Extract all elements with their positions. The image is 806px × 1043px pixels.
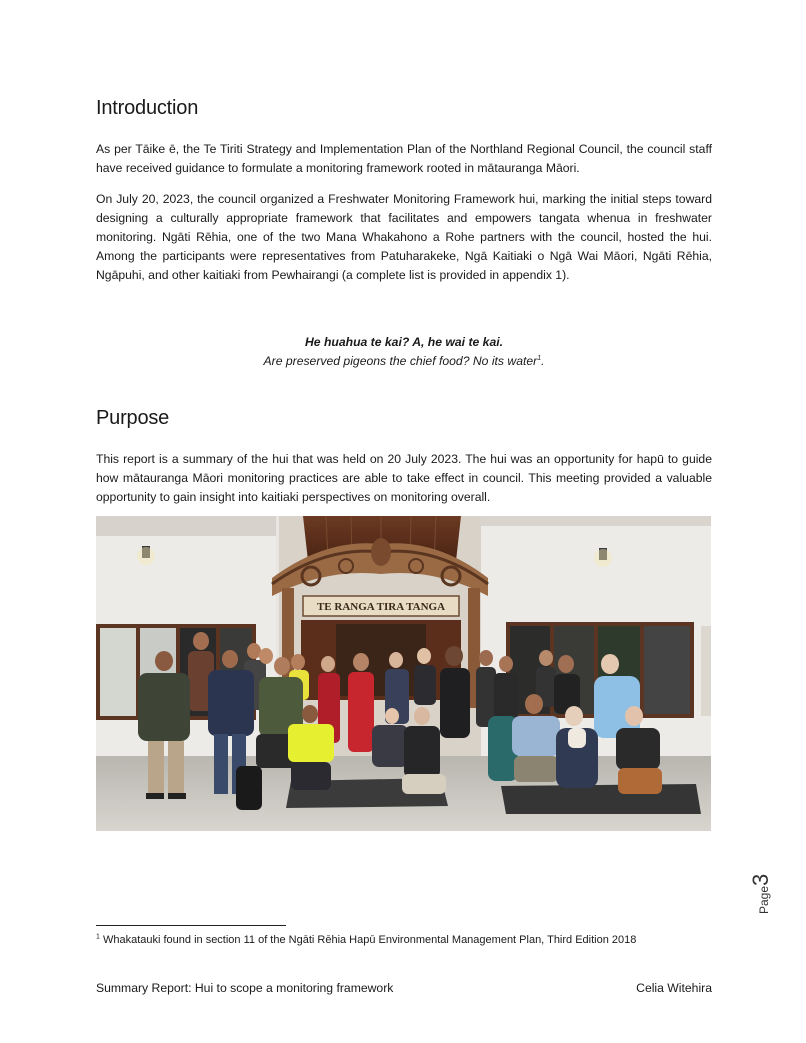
footnote-reference[interactable]: 1 bbox=[537, 354, 542, 362]
page-footer bbox=[96, 980, 712, 996]
purpose-paragraph: This report is a summary of the hui that was held on 20 July 2023. The hui was an opportunity for hapū to guide how mātauranga Māori monitoring practices are able to take effect in council. This meeting provided a valuable opportunity to gain insight into kaitiaki perspectives on monitoring overall. bbox=[96, 452, 712, 504]
footnote bbox=[96, 933, 736, 947]
proverb-english-text: Are preserved pigeons the chief food? No its water bbox=[263, 354, 538, 368]
footnote-separator bbox=[96, 925, 286, 926]
meeting-house-sign: TE RANGA TIRA TANGA bbox=[316, 601, 446, 613]
proverb-english-end: . bbox=[541, 354, 545, 368]
page-number-label: Page bbox=[757, 885, 771, 914]
footnote-text: Whakatauki found in section 11 of the Ngāti Rēhia Hapū Environmental Management Plan, Third Edition 2018 bbox=[99, 934, 637, 946]
proverb-maori: He huahua te kai? A, he wai te kai. bbox=[305, 335, 503, 349]
footer-title: Summary Report: Hui to scope a monitoring framework bbox=[96, 981, 394, 995]
proverb-english bbox=[96, 352, 712, 371]
section-heading-purpose: Purpose bbox=[96, 407, 170, 429]
footer-author: Celia Witehira bbox=[636, 981, 712, 995]
section-heading-introduction: Introduction bbox=[96, 97, 199, 119]
page-number-value: 3 bbox=[748, 873, 773, 886]
intro-paragraph-1: As per Tāike ē, the Te Tiriti Strategy and Implementation Plan of the Northland Regional Council, the council staff have received guidance to formulate a monitoring framework rooted in mātauranga Māori. bbox=[96, 142, 712, 175]
footnote-mark: 1 bbox=[96, 933, 100, 941]
group-photo bbox=[96, 516, 711, 831]
intro-paragraph-2: On July 20, 2023, the council organized a Freshwater Monitoring Framework hui, marking the initial steps toward designing a culturally appropriate framework that facilitates and empowers tangata whenua in freshwater monitoring. Ngāti Rēhia, one of the two Mana Whakahono a Rohe partners with the council, hosted the hui. Among the participants were representatives from Patuharakeke, Ngā Kaitiaki o Ngā Wai Māori, Ngāti Rēhia, Ngāpuhi, and other kaitiaki from Pewhairangi (a complete list is provided in appendix 1). bbox=[96, 192, 712, 282]
page-number bbox=[748, 866, 778, 914]
